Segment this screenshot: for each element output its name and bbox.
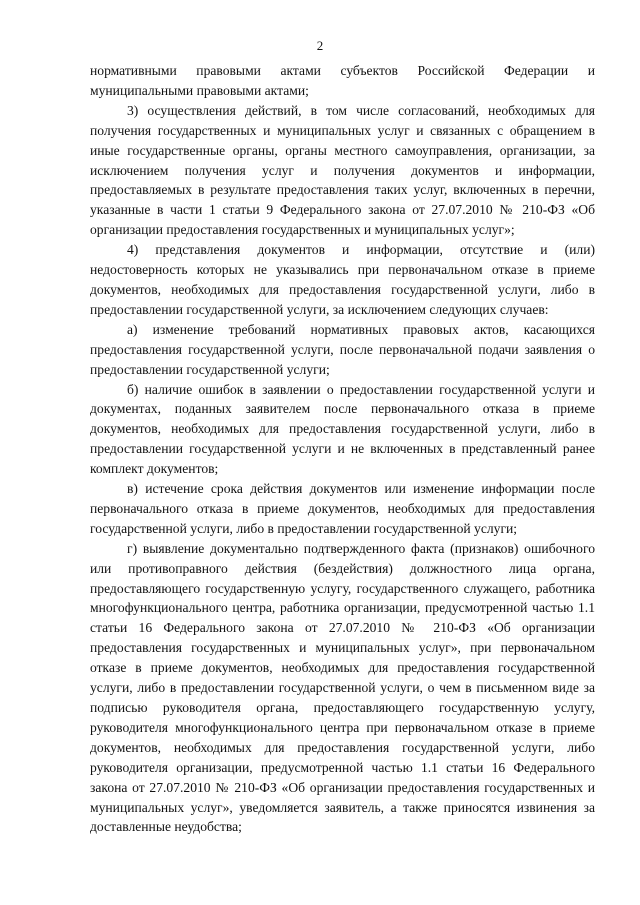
paragraph-subitem-g: г) выявление документально подтвержденного факта (признаков) ошибочного или противоправного действия (бездействия) должностного лица органа, предоставляющего государственную услугу, государственного служащего, работника многофункционального центра, работника организации, предусмотренной частью 1.1 статьи 16 Федерального закона от 27.07.2010 № 210-ФЗ «Об организации предоставления государственных и муниципальных услуг», при первоначальном отказе в приеме документов, необходимых для предоставления государственной услуги, либо в предоставлении государственной услуги, о чем в письменном виде за подписью руководителя органа, предоставляющего государственную услугу, руководителя многофункционального центра при первоначальном отказе в приеме документов, необходимых для предоставления государственной услуги, либо руководителя организации, предусмотренной частью 1.1 статьи 16 Федерального закона от 27.07.2010 № 210-ФЗ «Об организации предоставления государственных и муниципальных услуг», уведомляется заявитель, а также приносятся извинения за доставленные неудобства; — [90, 540, 595, 835]
paragraph-subitem-a: а) изменение требований нормативных правовых актов, касающихся предоставления государственной услуги, после первоначальной подачи заявления о предоставлении государственной услуги; — [90, 321, 595, 377]
paragraph-continuation: нормативными правовыми актами субъектов Российской Федерации и муниципальными правовыми актами; — [90, 63, 595, 98]
document-body — [90, 61, 595, 837]
paragraph-item-3: 3) осуществления действий, в том числе согласований, необходимых для получения государственных и муниципальных услуг и связанных с обращением в иные государственные органы, органы местного самоуправления, организации, за исключением получения услуг и получения документов и информации, предоставляемых в результате предоставления таких услуг, включенных в перечни, указанные в части 1 статьи 9 Федерального закона от 27.07.2010 № 210-ФЗ «Об организации предоставления государственных и муниципальных услуг»; — [90, 102, 595, 238]
page-number: 2 — [316, 38, 324, 53]
paragraph-subitem-v: в) истечение срока действия документов или изменение информации после первоначального отказа в приеме документов, необходимых для предоставления государственной услуги, либо в предоставлении государственной услуги; — [90, 481, 595, 536]
paragraph-subitem-b: б) наличие ошибок в заявлении о предоставлении государственной услуги и документах, поданных заявителем после первоначального отказа в приеме документов, необходимых для предоставления государственной услуги, либо в предоставлении государственной услуги и не включенных в представленный ранее комплект документов; — [90, 381, 595, 477]
paragraph-item-4: 4) представления документов и информации, отсутствие и (или) недостоверность которых не указывались при первоначальном отказе в приеме документов, необходимых для предоставления государственной услуги, либо в предоставлении государственной услуги, за исключением следующих случаев: — [90, 242, 595, 317]
